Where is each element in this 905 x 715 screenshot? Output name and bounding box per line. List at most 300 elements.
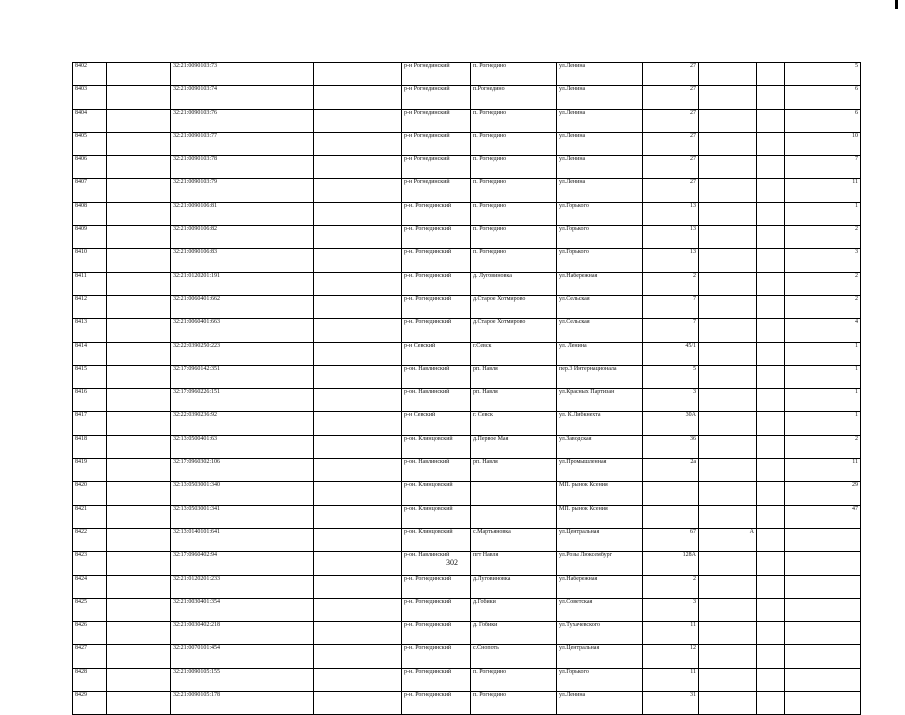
letter-cell xyxy=(699,272,757,295)
street-cell: ул.Набережная xyxy=(557,575,643,598)
blank-cell xyxy=(107,272,171,295)
unit-number-cell: 11 xyxy=(785,179,861,202)
letter-cell xyxy=(699,389,757,412)
cadastral-number-cell: 32:17:0960402:94 xyxy=(171,552,314,575)
unit-number-cell: 4 xyxy=(785,319,861,342)
street-cell: ул.Горького xyxy=(557,202,643,225)
cadastral-number-cell: 32:21:0030401:354 xyxy=(171,598,314,621)
blank-cell xyxy=(107,109,171,132)
row-number-cell: 8420 xyxy=(73,482,107,505)
blank-cell xyxy=(107,132,171,155)
table-row xyxy=(73,645,861,668)
table-row xyxy=(73,156,861,179)
district-cell: р-он. Клинцовский xyxy=(402,505,471,528)
house-cell: 30А xyxy=(643,412,699,435)
cadastral-number-cell: 32:21:0060401:662 xyxy=(171,295,314,318)
blank-cell xyxy=(314,668,402,691)
house-cell: 12 xyxy=(643,645,699,668)
district-cell: р-он. Клинцовский xyxy=(402,482,471,505)
row-number-cell: 8410 xyxy=(73,249,107,272)
street-cell: ул.Набережная xyxy=(557,272,643,295)
table-row xyxy=(73,109,861,132)
blank-cell xyxy=(314,505,402,528)
table-row xyxy=(73,365,861,388)
blank-cell xyxy=(107,179,171,202)
letter-cell xyxy=(699,459,757,482)
letter-cell: А xyxy=(699,528,757,551)
table-row xyxy=(73,132,861,155)
blank-cell xyxy=(314,365,402,388)
unit-number-cell: 47 xyxy=(785,505,861,528)
table-row xyxy=(73,389,861,412)
house-cell: 11 xyxy=(643,668,699,691)
table-row xyxy=(73,459,861,482)
house-cell: 13 xyxy=(643,202,699,225)
locality-cell: д.Старое Хотмирово xyxy=(471,295,557,318)
street-cell: ул.Розы Люксембург xyxy=(557,552,643,575)
blank-cell xyxy=(314,412,402,435)
district-cell: р-н Рогнединский xyxy=(402,132,471,155)
district-cell: р-он. Навлинский xyxy=(402,389,471,412)
row-number-cell: 8417 xyxy=(73,412,107,435)
row-number-cell: 8414 xyxy=(73,342,107,365)
district-cell: р-н. Рогнединский xyxy=(402,575,471,598)
blank-cell xyxy=(314,156,402,179)
cadastral-number-cell: 32:21:0090106:81 xyxy=(171,202,314,225)
unit-number-cell: 1 xyxy=(785,389,861,412)
letter-cell xyxy=(699,435,757,458)
letter-cell xyxy=(699,109,757,132)
house-cell: 7 xyxy=(643,295,699,318)
letter-cell xyxy=(699,505,757,528)
unit-number-cell: 6 xyxy=(785,86,861,109)
street-cell: МП. рынок Ксения xyxy=(557,505,643,528)
table-row xyxy=(73,575,861,598)
letter-cell xyxy=(699,598,757,621)
letter-cell xyxy=(699,668,757,691)
row-number-cell: 8411 xyxy=(73,272,107,295)
table-row xyxy=(73,435,861,458)
table-row xyxy=(73,226,861,249)
blank-cell xyxy=(757,156,785,179)
row-number-cell: 8422 xyxy=(73,528,107,551)
blank-cell xyxy=(757,459,785,482)
blank-cell xyxy=(757,63,785,86)
blank-cell xyxy=(757,86,785,109)
blank-cell xyxy=(314,622,402,645)
district-cell: р-н. Рогнединский xyxy=(402,272,471,295)
district-cell: р-н. Рогнединский xyxy=(402,202,471,225)
street-cell: ул.Горького xyxy=(557,668,643,691)
district-cell: р-н Рогнединский xyxy=(402,63,471,86)
house-cell xyxy=(643,482,699,505)
letter-cell xyxy=(699,412,757,435)
letter-cell xyxy=(699,622,757,645)
cadastral-number-cell: 32:22:0390236:92 xyxy=(171,412,314,435)
locality-cell: с.Мартьяновка xyxy=(471,528,557,551)
district-cell: р-н Севский xyxy=(402,342,471,365)
blank-cell xyxy=(107,295,171,318)
table-row xyxy=(73,342,861,365)
blank-cell xyxy=(314,342,402,365)
blank-cell xyxy=(107,692,171,715)
table-row xyxy=(73,552,861,575)
cadastral-number-cell: 32:21:0090103:78 xyxy=(171,156,314,179)
unit-number-cell: 3 xyxy=(785,249,861,272)
row-number-cell: 8421 xyxy=(73,505,107,528)
street-cell: ул.Ленина xyxy=(557,109,643,132)
unit-number-cell: 6 xyxy=(785,109,861,132)
locality-cell: пгт Навля xyxy=(471,552,557,575)
row-number-cell: 8428 xyxy=(73,668,107,691)
blank-cell xyxy=(107,389,171,412)
blank-cell xyxy=(757,552,785,575)
blank-cell xyxy=(314,528,402,551)
letter-cell xyxy=(699,552,757,575)
cadastral-number-cell: 32:22:0390250:223 xyxy=(171,342,314,365)
letter-cell xyxy=(699,645,757,668)
cadastral-number-cell: 32:17:0960302:106 xyxy=(171,459,314,482)
blank-cell xyxy=(757,575,785,598)
street-cell: ул.Ленина xyxy=(557,132,643,155)
blank-cell xyxy=(314,226,402,249)
locality-cell: п. Рогнедино xyxy=(471,668,557,691)
blank-cell xyxy=(107,598,171,621)
street-cell: ул.Ленина xyxy=(557,179,643,202)
locality-cell: д. Гобики xyxy=(471,622,557,645)
locality-cell: п. Рогнедино xyxy=(471,249,557,272)
district-cell: р-н. Рогнединский xyxy=(402,226,471,249)
table-row xyxy=(73,505,861,528)
district-cell: р-н Севский xyxy=(402,412,471,435)
blank-cell xyxy=(757,645,785,668)
blank-cell xyxy=(314,598,402,621)
blank-cell xyxy=(314,132,402,155)
table-row xyxy=(73,295,861,318)
row-number-cell: 8405 xyxy=(73,132,107,155)
street-cell: ул.Заводская xyxy=(557,435,643,458)
row-number-cell: 8408 xyxy=(73,202,107,225)
street-cell: ул.Ленина xyxy=(557,63,643,86)
blank-cell xyxy=(757,272,785,295)
locality-cell: рп. Навля xyxy=(471,459,557,482)
district-cell: р-он. Навлинский xyxy=(402,365,471,388)
row-number-cell: 8416 xyxy=(73,389,107,412)
row-number-cell: 8409 xyxy=(73,226,107,249)
row-number-cell: 8412 xyxy=(73,295,107,318)
street-cell: ул.Ленина xyxy=(557,156,643,179)
blank-cell xyxy=(757,389,785,412)
locality-cell: д.Старое Хотмирово xyxy=(471,319,557,342)
blank-cell xyxy=(757,365,785,388)
blank-cell xyxy=(314,249,402,272)
letter-cell xyxy=(699,132,757,155)
blank-cell xyxy=(314,109,402,132)
blank-cell xyxy=(107,226,171,249)
letter-cell xyxy=(699,86,757,109)
district-cell: р-н Рогнединский xyxy=(402,109,471,132)
page-number: 302 xyxy=(446,558,458,567)
blank-cell xyxy=(107,202,171,225)
locality-cell: п. Рогнедино xyxy=(471,226,557,249)
locality-cell: п.Рогнедино xyxy=(471,86,557,109)
row-number-cell: 8426 xyxy=(73,622,107,645)
letter-cell xyxy=(699,365,757,388)
blank-cell xyxy=(314,692,402,715)
row-number-cell: 8425 xyxy=(73,598,107,621)
locality-cell xyxy=(471,482,557,505)
blank-cell xyxy=(757,435,785,458)
unit-number-cell xyxy=(785,598,861,621)
table-row xyxy=(73,622,861,645)
street-cell: ул.Ленина xyxy=(557,86,643,109)
house-cell: 45/1 xyxy=(643,342,699,365)
letter-cell xyxy=(699,482,757,505)
house-cell: 7 xyxy=(643,319,699,342)
house-cell: 27 xyxy=(643,132,699,155)
blank-cell xyxy=(757,528,785,551)
district-cell: р-н. Рогнединский xyxy=(402,319,471,342)
blank-cell xyxy=(757,412,785,435)
house-cell: 2а xyxy=(643,459,699,482)
table-row xyxy=(73,668,861,691)
cadastral-number-cell: 32:21:0070101:454 xyxy=(171,645,314,668)
blank-cell xyxy=(314,645,402,668)
unit-number-cell: 7 xyxy=(785,156,861,179)
locality-cell: д. Луговиновка xyxy=(471,272,557,295)
street-cell: ул.Красных Партизан xyxy=(557,389,643,412)
unit-number-cell xyxy=(785,622,861,645)
blank-cell xyxy=(314,482,402,505)
cadastral-number-cell: 32:21:0090103:77 xyxy=(171,132,314,155)
blank-cell xyxy=(107,63,171,86)
row-number-cell: 8404 xyxy=(73,109,107,132)
table-row xyxy=(73,598,861,621)
blank-cell xyxy=(107,505,171,528)
table-body xyxy=(73,63,861,715)
cadastral-number-cell: 32:13:0500401:63 xyxy=(171,435,314,458)
house-cell: 11 xyxy=(643,622,699,645)
house-cell: 27 xyxy=(643,156,699,179)
locality-cell: п. Рогнедино xyxy=(471,692,557,715)
blank-cell xyxy=(757,319,785,342)
street-cell: ул.Тухачевского xyxy=(557,622,643,645)
district-cell: р-н Рогнединский xyxy=(402,179,471,202)
house-cell: 27 xyxy=(643,109,699,132)
street-cell: МП. рынок Ксения xyxy=(557,482,643,505)
blank-cell xyxy=(314,63,402,86)
street-cell: ул.Ленина xyxy=(557,692,643,715)
row-number-cell: 8402 xyxy=(73,63,107,86)
locality-cell: п. Рогнедино xyxy=(471,156,557,179)
unit-number-cell: 29 xyxy=(785,482,861,505)
letter-cell xyxy=(699,319,757,342)
cadastral-number-cell: 32:17:0960142:351 xyxy=(171,365,314,388)
district-cell: р-н. Рогнединский xyxy=(402,622,471,645)
street-cell: ул.Центральная xyxy=(557,528,643,551)
table-row xyxy=(73,249,861,272)
street-cell: ул.Центральная xyxy=(557,645,643,668)
blank-cell xyxy=(757,668,785,691)
unit-number-cell: 10 xyxy=(785,132,861,155)
blank-cell xyxy=(757,622,785,645)
street-cell: ул.Горького xyxy=(557,249,643,272)
blank-cell xyxy=(757,179,785,202)
cadastral-number-cell: 32:21:0090103:76 xyxy=(171,109,314,132)
unit-number-cell xyxy=(785,528,861,551)
letter-cell xyxy=(699,156,757,179)
table-row xyxy=(73,272,861,295)
blank-cell xyxy=(107,249,171,272)
district-cell: р-н. Рогнединский xyxy=(402,645,471,668)
street-cell: ул.Сельская xyxy=(557,295,643,318)
row-number-cell: 8413 xyxy=(73,319,107,342)
street-cell: ул. К.Либкнехта xyxy=(557,412,643,435)
cadastral-number-cell: 32:13:0140101:641 xyxy=(171,528,314,551)
row-number-cell: 8418 xyxy=(73,435,107,458)
blank-cell xyxy=(314,552,402,575)
cadastral-number-cell: 32:21:0090103:74 xyxy=(171,86,314,109)
locality-cell: п. Рогнедино xyxy=(471,132,557,155)
locality-cell: п. Рогнедино xyxy=(471,109,557,132)
district-cell: р-н. Рогнединский xyxy=(402,249,471,272)
blank-cell xyxy=(314,319,402,342)
row-number-cell: 8427 xyxy=(73,645,107,668)
blank-cell xyxy=(757,342,785,365)
row-number-cell: 8403 xyxy=(73,86,107,109)
blank-cell xyxy=(757,598,785,621)
blank-cell xyxy=(314,179,402,202)
unit-number-cell xyxy=(785,645,861,668)
street-cell: ул.Советская xyxy=(557,598,643,621)
row-number-cell: 8423 xyxy=(73,552,107,575)
letter-cell xyxy=(699,575,757,598)
letter-cell xyxy=(699,249,757,272)
edge-mark xyxy=(895,0,898,9)
district-cell: р-н. Рогнединский xyxy=(402,598,471,621)
locality-cell: п. Рогнедино xyxy=(471,179,557,202)
blank-cell xyxy=(107,575,171,598)
locality-cell: с.Снопоть xyxy=(471,645,557,668)
unit-number-cell: 5 xyxy=(785,63,861,86)
row-number-cell: 8429 xyxy=(73,692,107,715)
unit-number-cell: 2 xyxy=(785,226,861,249)
blank-cell xyxy=(314,295,402,318)
table-row xyxy=(73,528,861,551)
table-row xyxy=(73,179,861,202)
cadastral-number-cell: 32:21:0030402:218 xyxy=(171,622,314,645)
unit-number-cell: 2 xyxy=(785,295,861,318)
unit-number-cell xyxy=(785,692,861,715)
blank-cell xyxy=(107,86,171,109)
blank-cell xyxy=(107,156,171,179)
blank-cell xyxy=(107,459,171,482)
blank-cell xyxy=(757,482,785,505)
locality-cell: п. Рогнедино xyxy=(471,202,557,225)
house-cell: 36 xyxy=(643,435,699,458)
cadastral-number-cell: 32:21:0090106:82 xyxy=(171,226,314,249)
blank-cell xyxy=(314,575,402,598)
locality-cell: рп. Навля xyxy=(471,389,557,412)
district-cell: р-н. Рогнединский xyxy=(402,295,471,318)
house-cell: 3 xyxy=(643,598,699,621)
unit-number-cell xyxy=(785,552,861,575)
locality-cell: д.Первое Мая xyxy=(471,435,557,458)
row-number-cell: 8424 xyxy=(73,575,107,598)
blank-cell xyxy=(107,645,171,668)
letter-cell xyxy=(699,342,757,365)
blank-cell xyxy=(107,435,171,458)
cadastral-number-cell: 32:21:0090103:73 xyxy=(171,63,314,86)
unit-number-cell: 1 xyxy=(785,202,861,225)
cadastral-number-cell: 32:17:0960226:151 xyxy=(171,389,314,412)
table-row xyxy=(73,319,861,342)
house-cell: 31 xyxy=(643,692,699,715)
cadastral-number-cell: 32:21:0090103:79 xyxy=(171,179,314,202)
blank-cell xyxy=(757,226,785,249)
house-cell: 2 xyxy=(643,575,699,598)
unit-number-cell: 2 xyxy=(785,272,861,295)
blank-cell xyxy=(107,482,171,505)
row-number-cell: 8407 xyxy=(73,179,107,202)
unit-number-cell: 1 xyxy=(785,342,861,365)
locality-cell: д.Луговиновка xyxy=(471,575,557,598)
house-cell: 27 xyxy=(643,63,699,86)
cadastral-number-cell: 32:13:0503001:341 xyxy=(171,505,314,528)
blank-cell xyxy=(107,342,171,365)
unit-number-cell: 1 xyxy=(785,412,861,435)
blank-cell xyxy=(314,459,402,482)
blank-cell xyxy=(107,668,171,691)
house-cell xyxy=(643,505,699,528)
district-cell: р-н Рогнединский xyxy=(402,156,471,179)
locality-cell: д.Гобики xyxy=(471,598,557,621)
blank-cell xyxy=(107,319,171,342)
blank-cell xyxy=(314,272,402,295)
unit-number-cell: 1 xyxy=(785,365,861,388)
cadastral-number-cell: 32:21:0120201:191 xyxy=(171,272,314,295)
table-row xyxy=(73,202,861,225)
blank-cell xyxy=(314,389,402,412)
blank-cell xyxy=(757,132,785,155)
blank-cell xyxy=(314,435,402,458)
locality-cell: г.Севск xyxy=(471,342,557,365)
unit-number-cell xyxy=(785,668,861,691)
house-cell: 128А xyxy=(643,552,699,575)
house-cell: 27 xyxy=(643,86,699,109)
blank-cell xyxy=(314,202,402,225)
blank-cell xyxy=(757,249,785,272)
table-row xyxy=(73,63,861,86)
blank-cell xyxy=(107,412,171,435)
locality-cell: рп. Навля xyxy=(471,365,557,388)
blank-cell xyxy=(107,365,171,388)
table-row xyxy=(73,412,861,435)
letter-cell xyxy=(699,226,757,249)
letter-cell xyxy=(699,295,757,318)
house-cell: 13 xyxy=(643,226,699,249)
blank-cell xyxy=(107,528,171,551)
unit-number-cell: 2 xyxy=(785,435,861,458)
locality-cell: г. Севск xyxy=(471,412,557,435)
blank-cell xyxy=(757,295,785,318)
table-row xyxy=(73,482,861,505)
house-cell: 5 xyxy=(643,365,699,388)
letter-cell xyxy=(699,202,757,225)
letter-cell xyxy=(699,692,757,715)
row-number-cell: 8415 xyxy=(73,365,107,388)
blank-cell xyxy=(757,109,785,132)
